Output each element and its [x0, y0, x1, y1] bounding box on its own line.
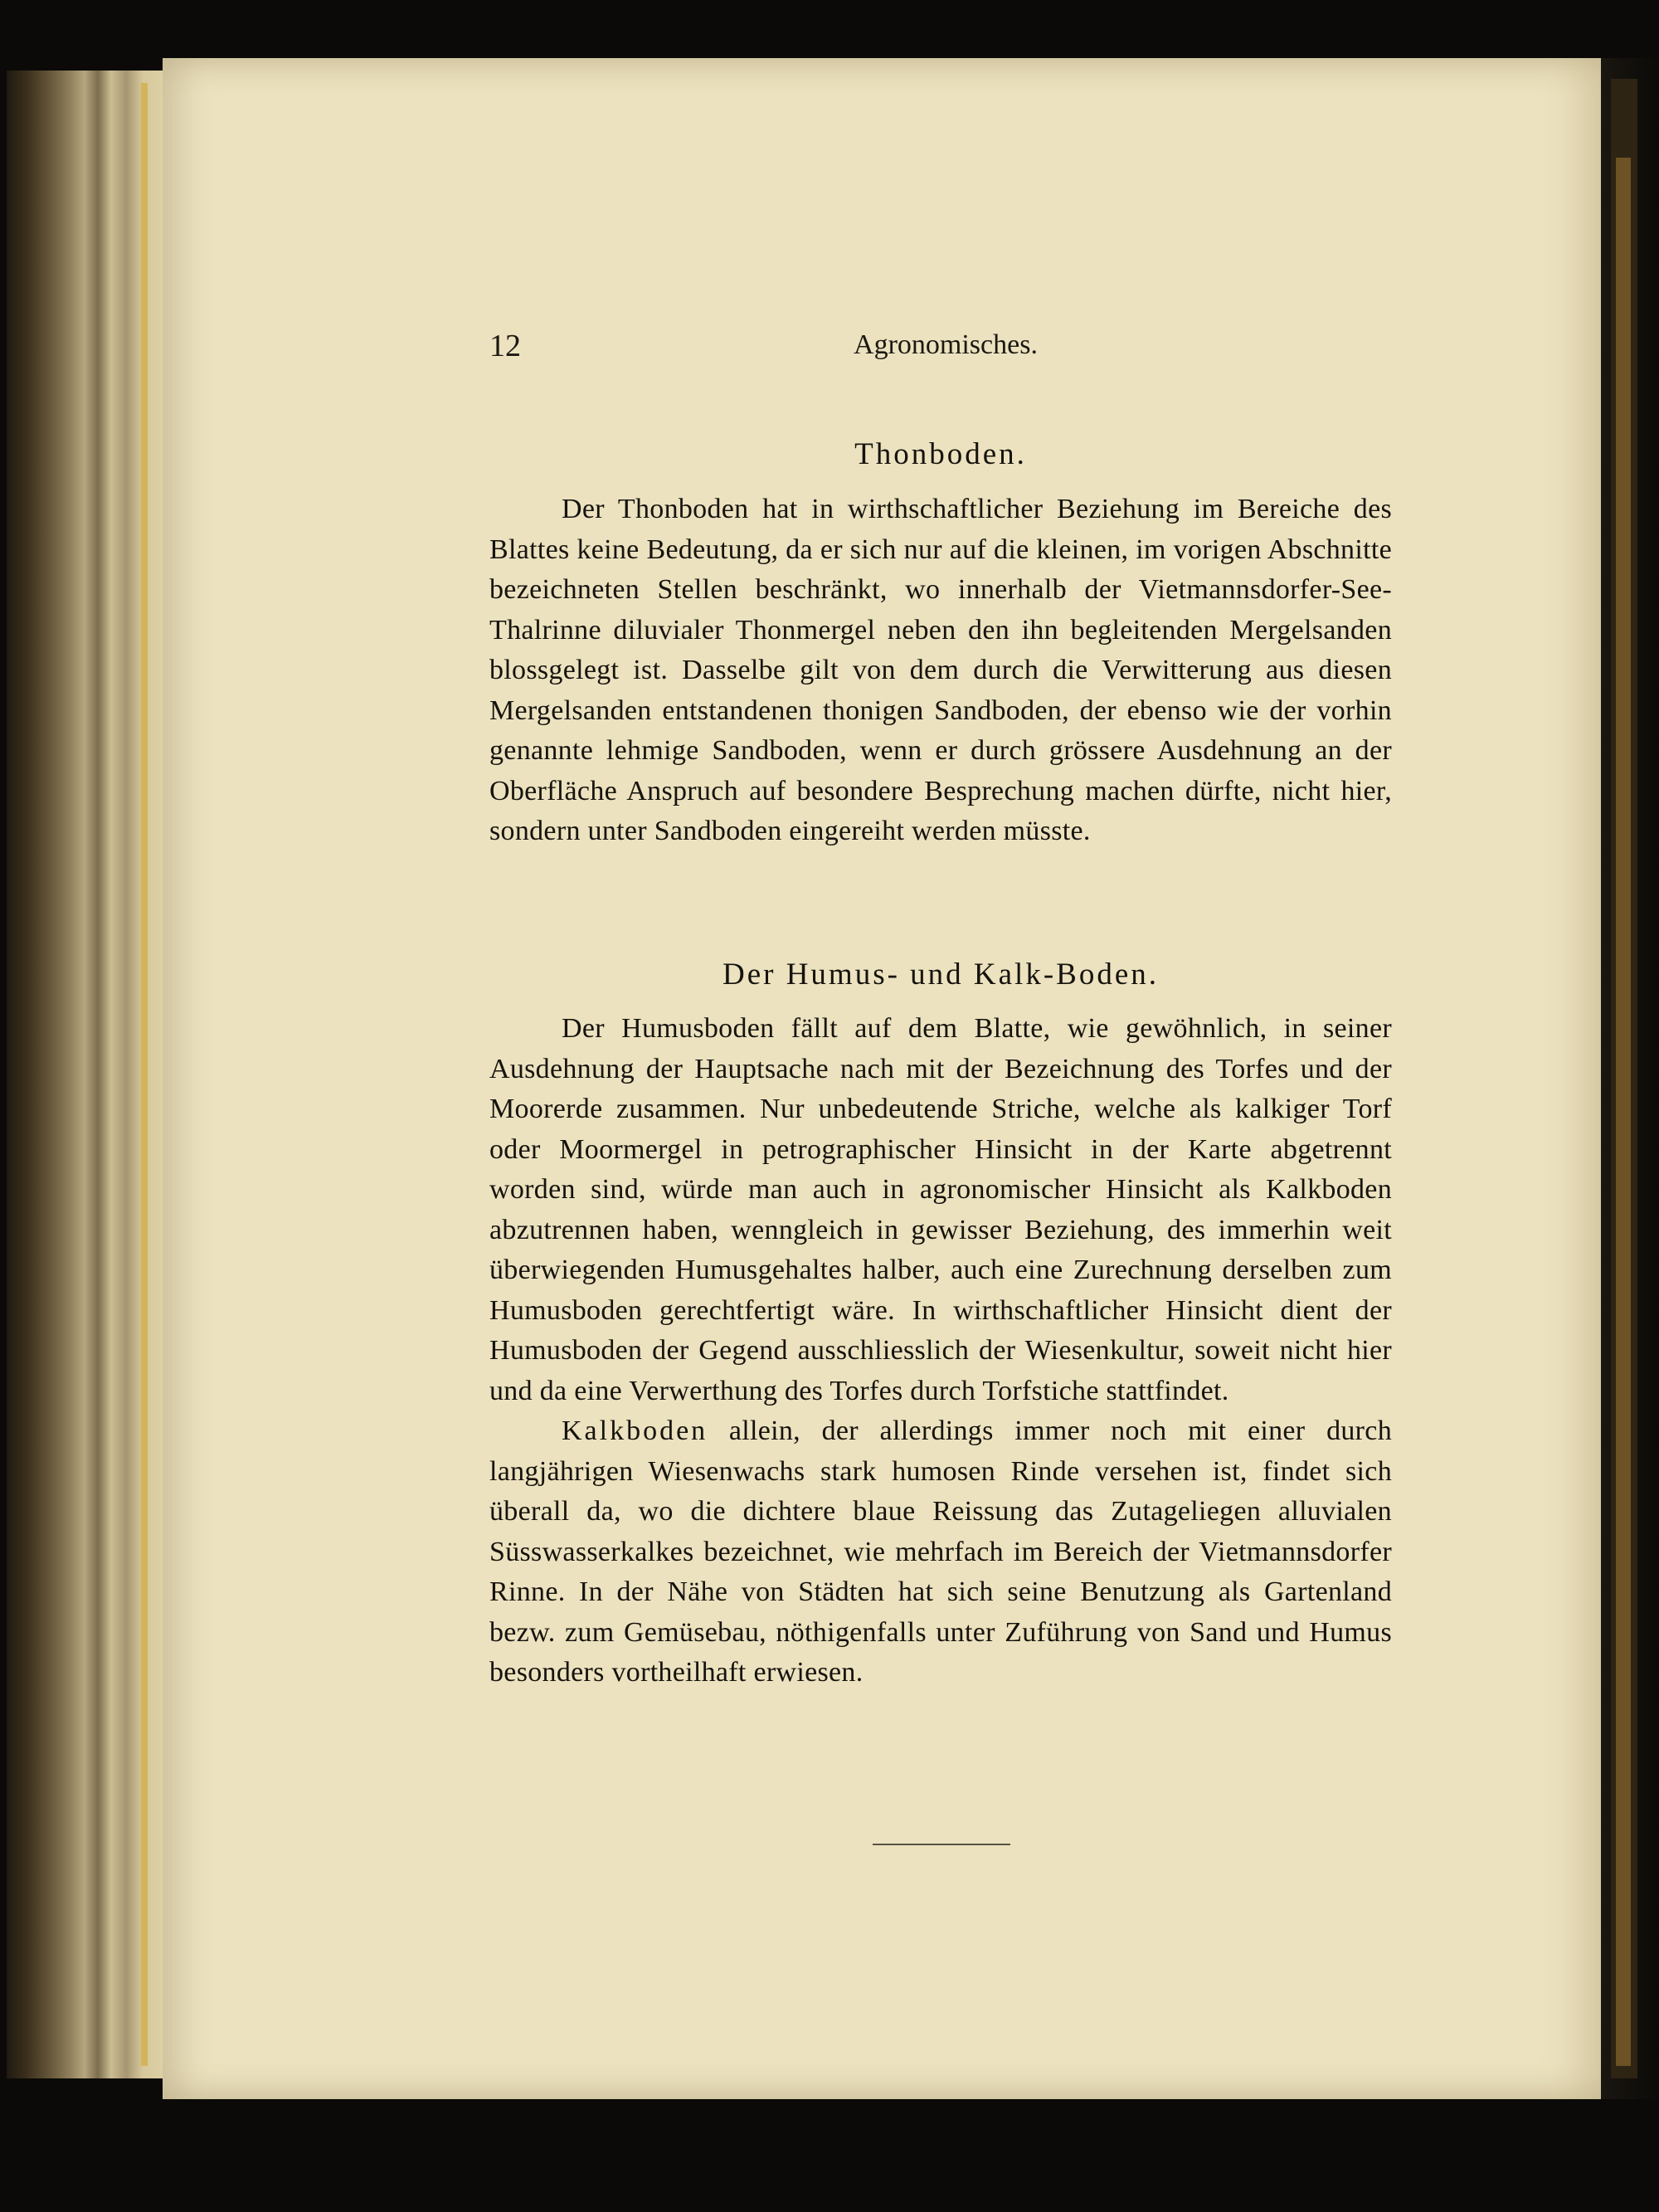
- page-header: [489, 328, 1402, 369]
- section-heading: Der Humus- und Kalk-Boden.: [722, 957, 1160, 992]
- end-rule: [873, 1844, 1010, 1845]
- paragraph-text: Der Thonboden hat in wirthschaftlicher Beziehung im Bereiche des Blattes keine Bedeutung, da er sich nur auf die kleinen, im vorigen Abschnitte bezeichneten Stellen beschränkt, wo innerhalb der Vietmannsdorfer-See-Thalrinne diluvialer Thonmergel neben den ihn begleitenden Mergelsanden blossgelegt ist. Dasselbe gilt von dem durch die Verwitterung aus diesen Mergelsanden entstandenen thonigen Sandboden, der ebenso wie der vorhin genannte lehmige Sandboden, wenn er durch grössere Ausdehnung an der Oberfläche Anspruch auf besondere Besprechung machen dürfte, nicht hier, sondern unter Sandboden eingereiht werden müsste.: [489, 494, 1392, 846]
- section-humus-kalk-boden: [489, 954, 1392, 1693]
- paragraph: [489, 490, 1392, 852]
- gilded-page-edge: [141, 83, 148, 2066]
- facing-page-edge: [1601, 58, 1659, 2099]
- running-title: Agronomisches.: [854, 329, 1038, 360]
- paragraph-text: allein, der allerdings immer noch mit einer durch langjährigen Wiesenwachs stark humosen Rinde versehen ist, findet sich überall da, wo die dichtere blaue Reissung das Zutageliegen alluvialen Süsswasserkalkes bezeichnet, wie mehrfach im Bereich der Vietmannsdorfer Rinne. In der Nähe von Städten hat sich seine Benutzung als Gartenland bezw. zum Gemüsebau, nöthigenfalls unter Zuführung von Sand und Humus besonders vortheilhaft erwiesen.: [489, 1415, 1392, 1688]
- paragraph-lead: Kalkboden: [562, 1415, 708, 1446]
- paragraph-text: Der Humusboden fällt auf dem Blatte, wie gewöhnlich, in seiner Ausdehnung der Hauptsache nach mit der Bezeichnung des Torfes und der Moorerde zusammen. Nur unbedeutende Striche, welche als kalkiger Torf oder Moormergel in petrographischer Hinsicht in der Karte abgetrennt worden sind, würde man auch in agronomischer Hinsicht als Kalkboden abzutrennen haben, wenngleich in gewisser Beziehung, des immerhin weit überwiegenden Humusgehaltes halber, auch eine Zurechnung derselben zum Humusboden gerechtfertigt wäre. In wirthschaftlicher Hinsicht dient der Humusboden der Gegend ausschliesslich der Wiesenkultur, soweit nicht hier und da eine Verwerthung des Torfes durch Torfstiche stattfindet.: [489, 1013, 1392, 1406]
- book-page-stack: [7, 71, 173, 2078]
- page-number: 12: [489, 329, 521, 363]
- section-heading: Thonboden.: [854, 437, 1027, 471]
- paragraph: [489, 1411, 1392, 1693]
- paragraph: [489, 1009, 1392, 1411]
- section-thonboden: [489, 434, 1392, 852]
